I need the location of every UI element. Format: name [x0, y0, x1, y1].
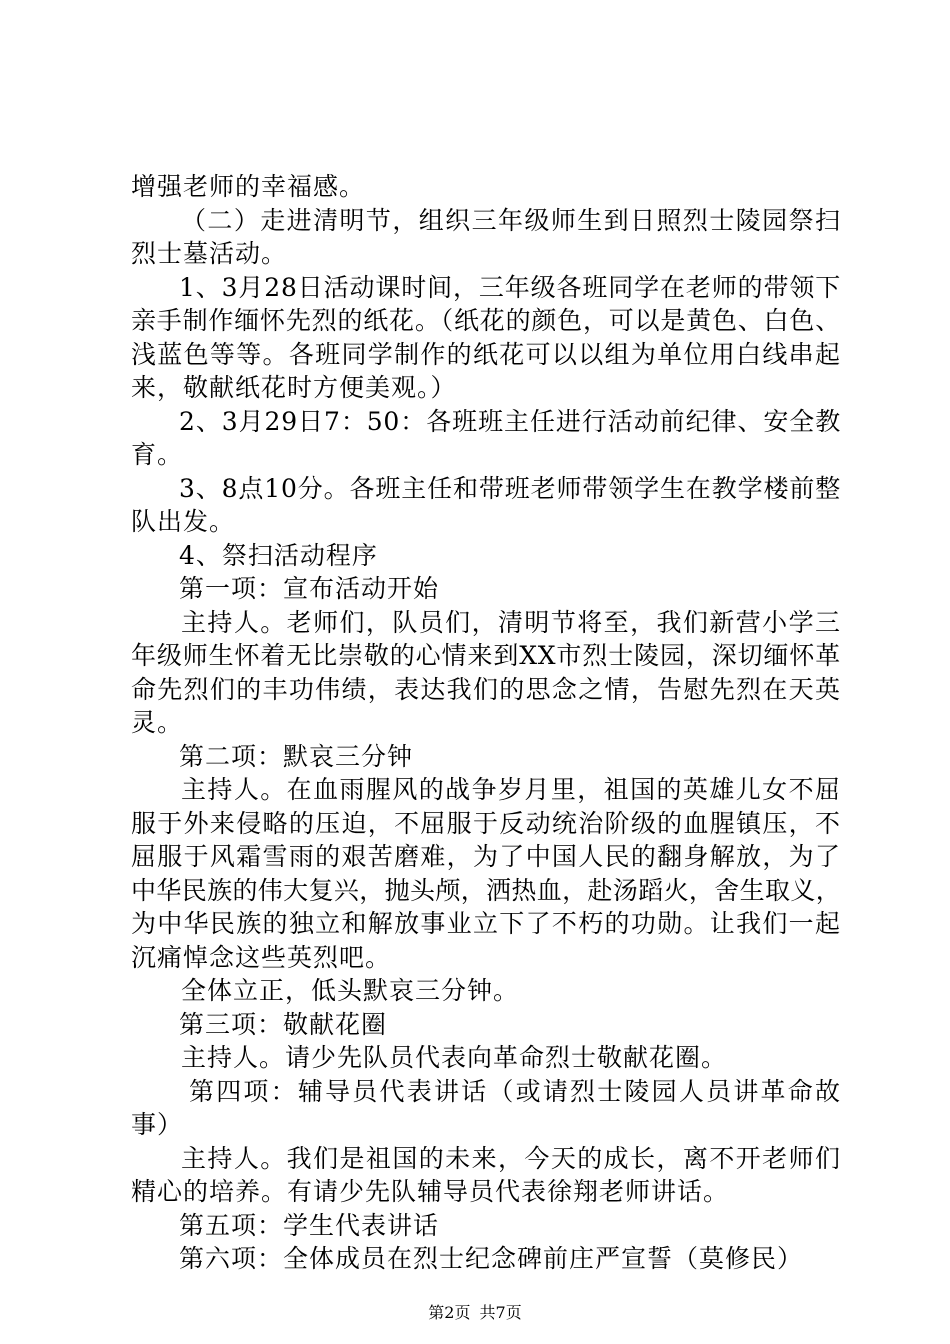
text-line: 4、祭扫活动程序: [179, 540, 378, 570]
text-line: 增强老师的幸福感。: [131, 172, 366, 201]
text-line: 3、8点10分。各班主任和带班老师带领学生在教学楼前整: [179, 473, 841, 503]
text-line: 为中华民族的独立和解放事业立下了不朽的功勋。让我们一起: [131, 909, 841, 938]
text-line: 全体立正，低头默哀三分钟。: [181, 976, 520, 1005]
text-line: 来，敬献纸花时方便美观。）: [131, 373, 457, 402]
text-line: 主持人。老师们，队员们，清明节将至，我们新营小学三: [181, 607, 841, 637]
text-line: 第六项：全体成员在烈士纪念碑前庄严宣誓（莫修民）: [179, 1244, 804, 1273]
text-line: 亲手制作缅怀先烈的纸花。（纸花的颜色，可以是黄色、白色、: [131, 306, 841, 335]
text-line: 年级师生怀着无比崇敬的心情来到XX市烈士陵园，深切缅怀革: [131, 641, 841, 670]
document-body: [131, 170, 841, 1276]
text-line: 浅蓝色等等。各班同学制作的纸花可以以组为单位用白线串起: [131, 339, 841, 369]
text-line: （二）走进清明节，组织三年级师生到日照烈士陵园祭扫: [181, 205, 841, 235]
text-line: 主持人。请少先队员代表向革命烈士敬献花圈。: [181, 1043, 728, 1072]
text-line: 育。: [131, 440, 184, 469]
text-line: 第一项：宣布活动开始: [179, 574, 440, 603]
text-line: 屈服于风霜雪雨的艰苦磨难，为了中国人民的翻身解放，为了: [131, 842, 841, 871]
text-line: 灵。: [131, 708, 184, 737]
text-line: 2、3月29日7：50：各班班主任进行活动前纪律、安全教: [179, 406, 841, 436]
text-line: 主持人。我们是祖国的未来，今天的成长，离不开老师们: [181, 1143, 841, 1173]
text-line: 1、3月28日活动课时间，三年级各班同学在老师的带领下: [179, 272, 841, 302]
text-line: 沉痛悼念这些英烈吧。: [131, 942, 392, 972]
text-line: 中华民族的伟大复兴，抛头颅，洒热血，赴汤蹈火，舍生取义，: [131, 875, 841, 905]
page-total: 共7页: [479, 1303, 522, 1322]
text-line: 主持人。在血雨腥风的战争岁月里，祖国的英雄儿女不屈: [181, 775, 841, 804]
text-line: 第四项：辅导员代表讲话（或请烈士陵园人员讲革命故: [189, 1076, 841, 1106]
text-line: 事）: [131, 1110, 184, 1139]
page-number: 第2页: [428, 1303, 471, 1322]
text-line: 烈士墓活动。: [131, 239, 288, 268]
page-footer: [0, 1303, 950, 1323]
text-line: 第二项：默哀三分钟: [179, 741, 414, 771]
text-line: 第五项：学生代表讲话: [179, 1210, 440, 1240]
text-line: 服于外来侵略的压迫，不屈服于反动统治阶级的血腥镇压，不: [131, 808, 841, 838]
text-line: 精心的培养。有请少先队辅导员代表徐翔老师讲话。: [131, 1177, 730, 1206]
text-line: 命先烈们的丰功伟绩，表达我们的思念之情，告慰先烈在天英: [131, 674, 841, 704]
text-line: 队出发。: [131, 507, 236, 536]
text-line: 第三项：敬献花圈: [179, 1009, 388, 1039]
